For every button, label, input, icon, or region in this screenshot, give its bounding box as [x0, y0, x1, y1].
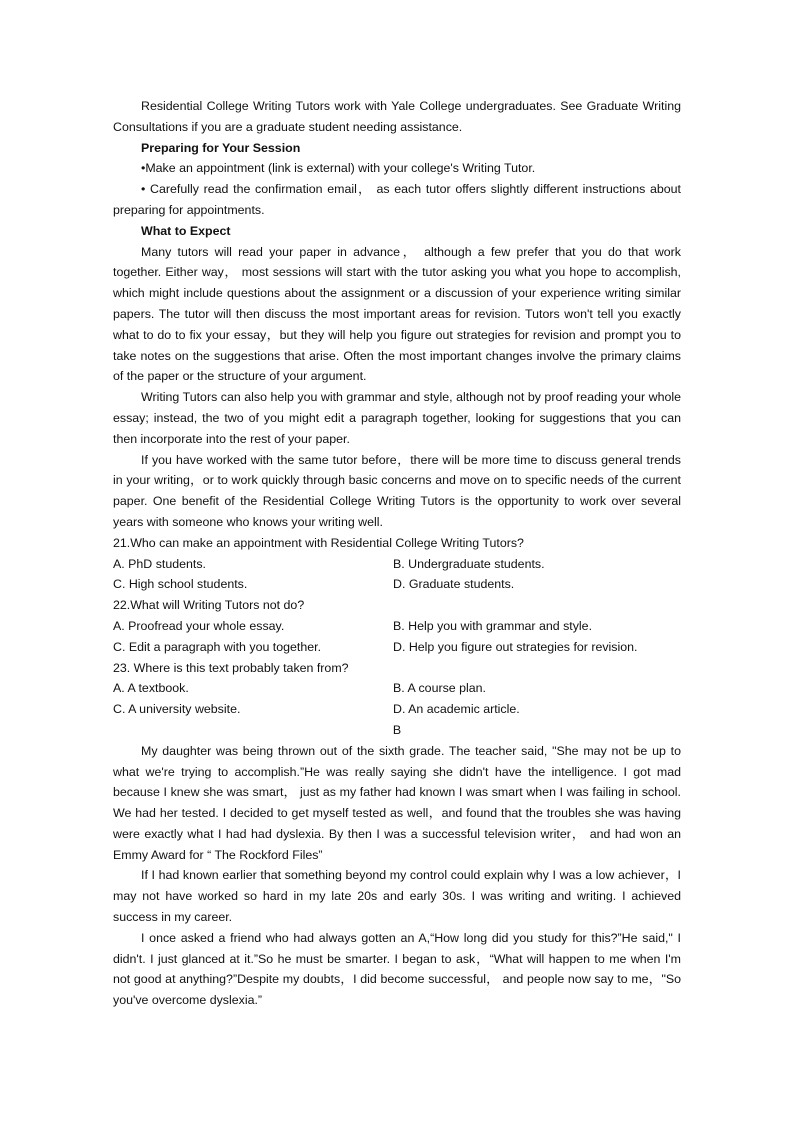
passage-a-paragraph-1: Many tutors will read your paper in advance， although a few prefer that you do that work together. Either way， most sessions will start with the tutor asking you what you hope to accomplish, which might include questions about the assignment or a discussion of your experience writing similar papers. The tutor will then discuss the most important areas for revision. Tutors won't tell you exactly what to do to fix your essay，but they will help you figure out strategies for revision and prompt you to take notes on the suggestions that arise. Often the most important changes involve the primary claims of the paper or the structure of your argument. [113, 244, 681, 384]
option-b: B. A course plan. [393, 681, 486, 696]
heading-preparing: Preparing for Your Session [141, 140, 301, 155]
option-d: D. An academic article. [393, 702, 520, 717]
question-21 [113, 533, 681, 595]
passage-b-paragraph-3: I once asked a friend who had always gotten an A,“How long did you study for this?”He said," I didn't. I just glanced at it.”So he must be smarter. I began to ask，“What will happen to me when I'm not good at anything?”Despite my doubts，I did become successful， and people now say to me，"So you've overcome dyslexia.” [113, 930, 681, 1008]
option-b: B. Undergraduate students. [393, 556, 545, 571]
bullet-appointment: •Make an appointment (link is external) with your college's Writing Tutor. [141, 161, 536, 176]
option-c: C. Edit a paragraph with you together. [113, 639, 322, 654]
passage-b-label: B [392, 722, 402, 737]
question-stem: 22.What will Writing Tutors not do? [113, 598, 305, 613]
options-row [113, 616, 681, 637]
option-c: C. A university website. [113, 702, 241, 717]
question-23 [113, 658, 681, 720]
options-row [113, 637, 681, 658]
options-row [113, 554, 681, 575]
options-row [113, 699, 681, 720]
option-c: C. High school students. [113, 577, 248, 592]
passage-b-paragraph-1: My daughter was being thrown out of the sixth grade. The teacher said, "She may not be up to what we're trying to accomplish.”He was really saying she didn't have the intelligence. I got mad because I knew she was smart， just as my father had known I was smart when I was failing in school. We had her tested. I decided to get myself tested as well，and found that the troubles she was having were exactly what I had had dyslexia. By then I was a successful television writer， and had won an Emmy Award for “ The Rockford Files” [113, 743, 681, 862]
option-a: A. PhD students. [113, 556, 206, 571]
passage-a-intro: Residential College Writing Tutors work with Yale College undergraduates. See Graduate Writing Consultations if you are a graduate student needing assistance. [113, 99, 681, 134]
question-stem: 23. Where is this text probably taken from? [113, 660, 349, 675]
option-a: A. A textbook. [113, 681, 189, 696]
bullet-confirmation: • Carefully read the confirmation email， as each tutor offers slightly different instructions about preparing for appointments. [113, 182, 681, 217]
options-row [113, 574, 681, 595]
question-stem: 21.Who can make an appointment with Residential College Writing Tutors? [113, 535, 524, 550]
option-b: B. Help you with grammar and style. [393, 618, 593, 633]
option-d: D. Graduate students. [393, 577, 515, 592]
document-page [113, 96, 681, 1011]
option-d: D. Help you figure out strategies for revision. [393, 639, 638, 654]
options-row [113, 678, 681, 699]
question-22 [113, 595, 681, 657]
heading-what-to-expect: What to Expect [141, 223, 231, 238]
passage-b-paragraph-2: If I had known earlier that something beyond my control could explain why I was a low achiever，I may not have worked so hard in my late 20s and early 30s. I was writing and writing. I achieved success in my career. [113, 868, 681, 925]
option-a: A. Proofread your whole essay. [113, 618, 285, 633]
passage-a-paragraph-3: If you have worked with the same tutor before，there will be more time to discuss general trends in your writing，or to work quickly through basic concerns and move on to specific needs of the current paper. One benefit of the Residential College Writing Tutors is the opportunity to work over several years with someone who knows your writing well. [113, 452, 681, 529]
passage-a-paragraph-2: Writing Tutors can also help you with grammar and style, although not by proof reading your whole essay; instead, the two of you might edit a paragraph together, looking for suggestions that you can then incorporate into the rest of your paper. [113, 390, 681, 446]
